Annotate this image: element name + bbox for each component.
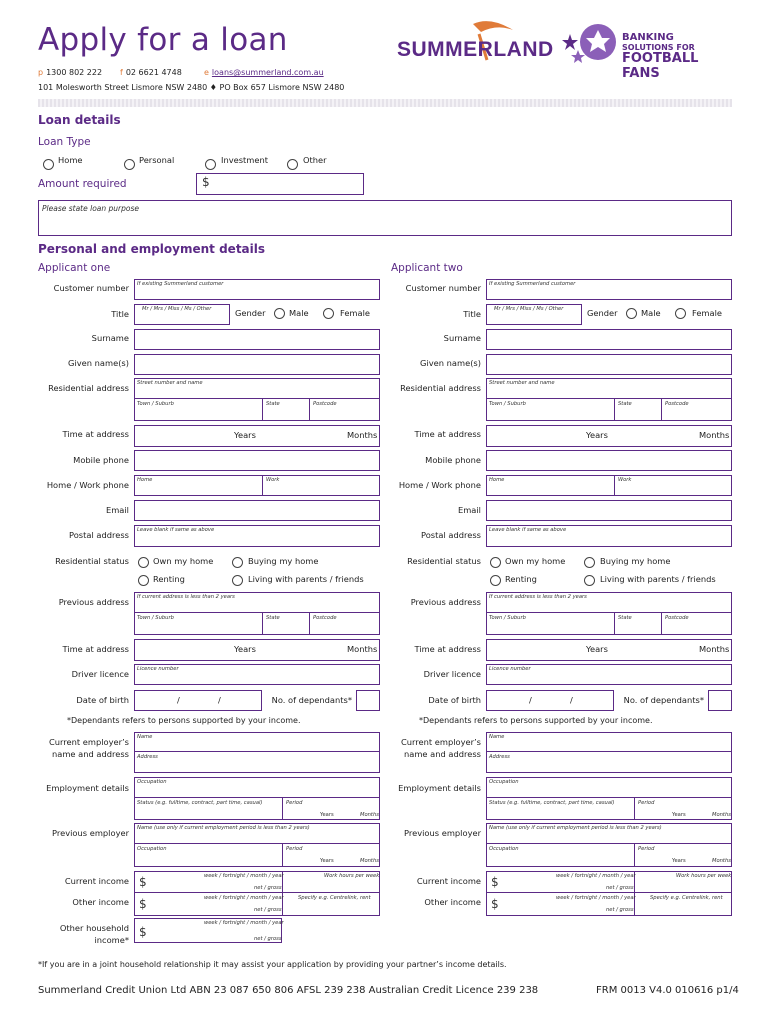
a2-residential-state-hint: State bbox=[618, 401, 632, 407]
a2-occupation-input[interactable] bbox=[486, 777, 732, 798]
a2-current-employer-label-2: name and address bbox=[403, 749, 481, 759]
a2-previous-postcode-divider bbox=[661, 613, 662, 635]
a2-previous-time-label: Time at address bbox=[414, 644, 481, 654]
a2-postal-address-label: Postal address bbox=[421, 530, 481, 540]
a1-period-months-hint: Months bbox=[360, 812, 379, 818]
a1-occupation-input[interactable] bbox=[134, 777, 380, 798]
a1-buying-home-label: Buying my home bbox=[248, 556, 319, 566]
a1-driver-licence-hint: Licence number bbox=[137, 666, 179, 672]
a2-current-employer-label-1: Current employer’s bbox=[400, 737, 481, 747]
a2-employer-address-input[interactable] bbox=[486, 752, 732, 773]
a2-email-input[interactable] bbox=[486, 500, 732, 521]
a2-previous-period-years-hint: Years bbox=[672, 858, 686, 864]
logo-text: SUMMERLAND bbox=[397, 38, 554, 61]
loan-type-investment-radio[interactable] bbox=[205, 159, 216, 170]
a2-residential-status-label: Residential status bbox=[407, 556, 481, 566]
a2-work-phone-divider bbox=[614, 475, 615, 496]
a2-current-income-currency: $ bbox=[491, 875, 499, 889]
a1-time-years-label: Years bbox=[234, 430, 256, 440]
a1-date-of-birth-input[interactable] bbox=[134, 690, 262, 711]
a1-residential-town-hint: Town / Suburb bbox=[137, 401, 174, 407]
a2-residential-postcode-hint: Postcode bbox=[665, 401, 689, 407]
a2-residential-state-divider bbox=[614, 399, 615, 421]
loan-type-home-radio[interactable] bbox=[43, 159, 54, 170]
a2-previous-employer-label: Previous employer bbox=[404, 828, 481, 838]
email-prefix: e bbox=[204, 68, 209, 77]
football-stars-icon bbox=[560, 16, 626, 68]
a1-postal-address-hint: Leave blank if same as above bbox=[137, 527, 215, 533]
a2-buying-home-label: Buying my home bbox=[600, 556, 671, 566]
a1-residential-state-divider bbox=[262, 399, 263, 421]
a1-occupation-hint: Occupation bbox=[137, 779, 167, 785]
loan-type-other-label: Other bbox=[303, 155, 327, 165]
footer-form-code: FRM 0013 V4.0 010616 p1/4 bbox=[596, 985, 739, 996]
a1-employer-name-input[interactable] bbox=[134, 732, 380, 752]
a1-surname-label: Surname bbox=[91, 333, 129, 343]
a1-residential-postcode-hint: Postcode bbox=[313, 401, 337, 407]
a1-current-income-frequency-hint: week / fortnight / month / year bbox=[204, 873, 284, 879]
football-fans-logo bbox=[560, 16, 740, 81]
a2-previous-street-hint: If current address is less than 2 years bbox=[489, 594, 587, 600]
banking-line2: SOLUTIONS FOR bbox=[622, 43, 695, 52]
a2-other-income-net-hint: net / gross bbox=[606, 907, 634, 913]
a2-work-phone-hint: Work bbox=[618, 477, 632, 483]
applicant-one-heading: Applicant one bbox=[38, 262, 111, 274]
a1-status-hint: Status (e.g. fulltime, contract, part time, casual) bbox=[137, 800, 263, 806]
a2-employer-name-hint: Name bbox=[489, 734, 505, 740]
a2-customer-number-label: Customer number bbox=[405, 283, 481, 293]
a1-title-label: Title bbox=[111, 309, 129, 319]
a1-own-home-radio[interactable] bbox=[138, 557, 149, 568]
a2-male-label: Male bbox=[641, 308, 661, 318]
footer-company: Summerland Credit Union Ltd ABN 23 087 650 806 AFSL 239 238 Australian Credit Licence 239 238 bbox=[38, 985, 539, 996]
loan-type-investment-label: Investment bbox=[221, 155, 268, 165]
a2-period-months-hint: Months bbox=[712, 812, 731, 818]
a2-previous-months-label: Months bbox=[699, 644, 730, 654]
a1-residential-state-hint: State bbox=[266, 401, 280, 407]
a1-other-income-net-hint: net / gross bbox=[254, 907, 282, 913]
a2-occupation-hint: Occupation bbox=[489, 779, 519, 785]
a2-previous-postcode-hint: Postcode bbox=[665, 615, 689, 621]
a2-driver-licence-hint: Licence number bbox=[489, 666, 531, 672]
a2-current-income-frequency-hint: week / fortnight / month / year bbox=[556, 873, 636, 879]
a1-time-months-label: Months bbox=[347, 430, 378, 440]
a1-home-work-phone-input[interactable] bbox=[134, 475, 380, 496]
a2-period-hint: Period bbox=[638, 800, 655, 806]
a1-residential-street-hint: Street number and name bbox=[137, 380, 203, 386]
a1-other-income-frequency-hint: week / fortnight / month / year bbox=[204, 895, 284, 901]
loan-purpose-input[interactable] bbox=[38, 200, 732, 236]
a2-renting-label: Renting bbox=[505, 574, 537, 584]
a2-home-phone-hint: Home bbox=[489, 477, 505, 483]
personal-heading: Personal and employment details bbox=[38, 242, 266, 256]
a1-previous-state-hint: State bbox=[266, 615, 280, 621]
a1-male-radio[interactable] bbox=[274, 308, 285, 319]
a1-previous-months-label: Months bbox=[347, 644, 378, 654]
a2-residential-postcode-divider bbox=[661, 399, 662, 421]
a1-household-income-label-1: Other household bbox=[59, 923, 129, 933]
a1-previous-occupation-input[interactable] bbox=[134, 844, 380, 867]
a1-previous-period-divider bbox=[282, 844, 283, 867]
a1-email-label: Email bbox=[105, 505, 129, 515]
applicant-two-heading: Applicant two bbox=[391, 262, 463, 274]
a1-previous-state-divider bbox=[262, 613, 263, 635]
a2-residential-street-hint: Street number and name bbox=[489, 380, 555, 386]
a2-previous-address-label: Previous address bbox=[410, 597, 481, 607]
footnote: *If you are in a joint household relationship it may assist your application by providing your partner’s income details. bbox=[38, 960, 507, 969]
a1-previous-period-months-hint: Months bbox=[360, 858, 379, 864]
a1-previous-years-label: Years bbox=[234, 644, 256, 654]
a2-dependants-input[interactable] bbox=[708, 690, 732, 711]
a1-other-income-label: Other income bbox=[72, 897, 129, 907]
phone-line bbox=[38, 68, 102, 77]
a1-previous-postcode-divider bbox=[309, 613, 310, 635]
a1-employer-address-input[interactable] bbox=[134, 752, 380, 773]
a2-previous-period-divider bbox=[634, 844, 635, 867]
loan-type-other-radio[interactable] bbox=[287, 159, 298, 170]
fax: 02 6621 4748 bbox=[125, 68, 182, 77]
a2-previous-state-divider bbox=[614, 613, 615, 635]
loan-details-heading: Loan details bbox=[38, 113, 121, 127]
a2-time-at-address-input[interactable] bbox=[486, 425, 732, 447]
a2-surname-input[interactable] bbox=[486, 329, 732, 350]
a1-household-net-hint: net / gross bbox=[254, 936, 282, 942]
a1-period-hint: Period bbox=[286, 800, 303, 806]
a1-title-hint: Mr / Mrs / Miss / Ms / Other bbox=[142, 306, 212, 312]
a2-dependants-label: No. of dependants* bbox=[623, 695, 704, 705]
a2-surname-label: Surname bbox=[443, 333, 481, 343]
a1-previous-street-hint: If current address is less than 2 years bbox=[137, 594, 235, 600]
a1-current-income-net-hint: net / gross bbox=[254, 885, 282, 891]
loan-type-label: Loan Type bbox=[38, 136, 91, 148]
a1-renting-radio[interactable] bbox=[138, 575, 149, 586]
amount-label: Amount required bbox=[38, 178, 127, 190]
a2-employer-address-hint: Address bbox=[489, 754, 510, 760]
a1-work-phone-divider bbox=[262, 475, 263, 496]
a1-dob-slash-1: / bbox=[177, 695, 180, 705]
a1-female-radio[interactable] bbox=[323, 308, 334, 319]
a1-given-names-input[interactable] bbox=[134, 354, 380, 375]
a2-home-work-phone-input[interactable] bbox=[486, 475, 732, 496]
email-link[interactable]: loans@summerland.com.au bbox=[211, 68, 324, 77]
a1-customer-number-label: Customer number bbox=[53, 283, 129, 293]
a1-residential-address-label: Residential address bbox=[48, 383, 129, 393]
a2-given-names-label: Given name(s) bbox=[420, 358, 481, 368]
a1-dependants-input[interactable] bbox=[356, 690, 380, 711]
a1-previous-employer-hint: Name (use only if current employment period is less than 2 years) bbox=[137, 825, 310, 831]
a1-customer-number-hint: If existing Summerland customer bbox=[137, 281, 224, 287]
a1-driver-licence-label: Driver licence bbox=[71, 669, 129, 679]
header-divider bbox=[38, 99, 732, 107]
a2-date-of-birth-label: Date of birth bbox=[428, 695, 481, 705]
loan-purpose-hint: Please state loan purpose bbox=[42, 204, 139, 213]
a2-previous-period-hint: Period bbox=[638, 846, 655, 852]
a2-previous-town-hint: Town / Suburb bbox=[489, 615, 526, 621]
a1-given-names-label: Given name(s) bbox=[68, 358, 129, 368]
a2-previous-occupation-input[interactable] bbox=[486, 844, 732, 867]
a1-employment-details-label: Employment details bbox=[46, 783, 129, 793]
a1-period-divider bbox=[282, 798, 283, 820]
a2-previous-state-hint: State bbox=[618, 615, 632, 621]
a2-dependants-note: *Dependants refers to persons supported by your income. bbox=[419, 716, 653, 725]
a2-gender-label: Gender bbox=[587, 308, 618, 318]
a2-residential-address-label: Residential address bbox=[400, 383, 481, 393]
a1-living-parents-radio[interactable] bbox=[232, 575, 243, 586]
a1-buying-home-radio[interactable] bbox=[232, 557, 243, 568]
a2-buying-home-radio[interactable] bbox=[584, 557, 595, 568]
a2-own-home-label: Own my home bbox=[505, 556, 566, 566]
a2-title-label: Title bbox=[463, 309, 481, 319]
a1-dob-slash-2: / bbox=[218, 695, 221, 705]
a1-previous-period-years-hint: Years bbox=[320, 858, 334, 864]
a1-email-input[interactable] bbox=[134, 500, 380, 521]
a1-mobile-phone-label: Mobile phone bbox=[73, 455, 129, 465]
amount-input[interactable] bbox=[196, 173, 364, 195]
a1-household-income-currency: $ bbox=[139, 925, 147, 939]
a2-male-radio[interactable] bbox=[626, 308, 637, 319]
a2-previous-years-label: Years bbox=[586, 644, 608, 654]
a1-renting-label: Renting bbox=[153, 574, 185, 584]
banking-line1: BANKING bbox=[622, 32, 674, 43]
a1-own-home-label: Own my home bbox=[153, 556, 214, 566]
a2-other-income-frequency-hint: week / fortnight / month / year bbox=[556, 895, 636, 901]
a1-work-phone-hint: Work bbox=[266, 477, 280, 483]
banking-line3: FOOTBALL FANS bbox=[622, 51, 699, 81]
a2-time-years-label: Years bbox=[586, 430, 608, 440]
a2-employer-name-input[interactable] bbox=[486, 732, 732, 752]
a1-female-label: Female bbox=[340, 308, 370, 318]
a2-status-hint: Status (e.g. fulltime, contract, part time, casual) bbox=[489, 800, 615, 806]
a1-current-income-currency: $ bbox=[139, 875, 147, 889]
a1-previous-postcode-hint: Postcode bbox=[313, 615, 337, 621]
a2-living-parents-label: Living with parents / friends bbox=[600, 574, 716, 584]
a1-current-employer-label-1: Current employer’s bbox=[48, 737, 129, 747]
a2-period-divider bbox=[634, 798, 635, 820]
a1-gender-label: Gender bbox=[235, 308, 266, 318]
a1-previous-address-label: Previous address bbox=[58, 597, 129, 607]
a2-previous-employer-hint: Name (use only if current employment period is less than 2 years) bbox=[489, 825, 662, 831]
a1-current-income-label: Current income bbox=[64, 876, 129, 886]
a2-own-home-radio[interactable] bbox=[490, 557, 501, 568]
a1-previous-town-hint: Town / Suburb bbox=[137, 615, 174, 621]
a2-period-years-hint: Years bbox=[672, 812, 686, 818]
a1-surname-input[interactable] bbox=[134, 329, 380, 350]
a1-current-employer-label-2: name and address bbox=[51, 749, 129, 759]
a1-mobile-phone-input[interactable] bbox=[134, 450, 380, 471]
email-line bbox=[204, 68, 324, 77]
a1-previous-employer-label: Previous employer bbox=[52, 828, 129, 838]
loan-type-personal-label: Personal bbox=[139, 155, 175, 165]
a1-period-years-hint: Years bbox=[320, 812, 334, 818]
phone-prefix: p bbox=[38, 68, 44, 77]
a2-date-of-birth-input[interactable] bbox=[486, 690, 614, 711]
fax-prefix: f bbox=[120, 68, 123, 77]
a1-current-income-hours-hint: Work hours per week bbox=[324, 873, 380, 879]
loan-type-personal-radio[interactable] bbox=[124, 159, 135, 170]
a2-female-radio[interactable] bbox=[675, 308, 686, 319]
phone: 1300 802 222 bbox=[46, 68, 103, 77]
a1-living-parents-label: Living with parents / friends bbox=[248, 574, 364, 584]
fax-line bbox=[120, 68, 182, 77]
a2-other-income-label: Other income bbox=[424, 897, 481, 907]
a1-other-income-specify-hint: Specify e.g. Centrelink, rent bbox=[298, 895, 371, 901]
a2-previous-occupation-hint: Occupation bbox=[489, 846, 519, 852]
a1-residential-status-label: Residential status bbox=[55, 556, 129, 566]
a1-employer-name-hint: Name bbox=[137, 734, 153, 740]
a1-household-frequency-hint: week / fortnight / month / year bbox=[204, 920, 284, 926]
a2-renting-radio[interactable] bbox=[490, 575, 501, 586]
a1-household-income-label-2: income* bbox=[94, 935, 129, 945]
a2-time-at-address-label: Time at address bbox=[414, 429, 481, 439]
a2-previous-time-input[interactable] bbox=[486, 639, 732, 661]
a2-residential-town-hint: Town / Suburb bbox=[489, 401, 526, 407]
a1-time-at-address-input[interactable] bbox=[134, 425, 380, 447]
a2-previous-period-months-hint: Months bbox=[712, 858, 731, 864]
a1-previous-occupation-hint: Occupation bbox=[137, 846, 167, 852]
a2-other-income-currency: $ bbox=[491, 897, 499, 911]
a1-date-of-birth-label: Date of birth bbox=[76, 695, 129, 705]
a2-dob-slash-2: / bbox=[570, 695, 573, 705]
summerland-logo bbox=[395, 14, 554, 74]
a2-postal-address-hint: Leave blank if same as above bbox=[489, 527, 567, 533]
a2-customer-number-hint: If existing Summerland customer bbox=[489, 281, 576, 287]
postal-address: 101 Molesworth Street Lismore NSW 2480 ♦ PO Box 657 Lismore NSW 2480 bbox=[38, 83, 345, 92]
a1-home-phone-hint: Home bbox=[137, 477, 153, 483]
a2-given-names-input[interactable] bbox=[486, 354, 732, 375]
loan-type-home-label: Home bbox=[58, 155, 83, 165]
amount-currency: $ bbox=[202, 175, 210, 189]
a2-female-label: Female bbox=[692, 308, 722, 318]
a2-current-income-hours-hint: Work hours per week bbox=[676, 873, 732, 879]
a2-current-income-label: Current income bbox=[416, 876, 481, 886]
a2-mobile-phone-label: Mobile phone bbox=[425, 455, 481, 465]
a1-other-income-currency: $ bbox=[139, 897, 147, 911]
a1-postal-address-label: Postal address bbox=[69, 530, 129, 540]
a1-previous-time-input[interactable] bbox=[134, 639, 380, 661]
a1-male-label: Male bbox=[289, 308, 309, 318]
a2-time-months-label: Months bbox=[699, 430, 730, 440]
a1-previous-period-hint: Period bbox=[286, 846, 303, 852]
a2-title-hint: Mr / Mrs / Miss / Ms / Other bbox=[494, 306, 564, 312]
a2-dob-slash-1: / bbox=[529, 695, 532, 705]
a2-driver-licence-label: Driver licence bbox=[423, 669, 481, 679]
a1-previous-time-label: Time at address bbox=[62, 644, 129, 654]
a1-home-work-phone-label: Home / Work phone bbox=[46, 480, 129, 490]
a1-time-at-address-label: Time at address bbox=[62, 429, 129, 439]
page-title: Apply for a loan bbox=[38, 22, 288, 58]
a2-living-parents-radio[interactable] bbox=[584, 575, 595, 586]
a2-email-label: Email bbox=[457, 505, 481, 515]
a1-residential-postcode-divider bbox=[309, 399, 310, 421]
a1-employer-address-hint: Address bbox=[137, 754, 158, 760]
a2-other-income-specify-hint: Specify e.g. Centrelink, rent bbox=[650, 895, 723, 901]
a1-dependants-note: *Dependants refers to persons supported by your income. bbox=[67, 716, 301, 725]
a2-employment-details-label: Employment details bbox=[398, 783, 481, 793]
a1-dependants-label: No. of dependants* bbox=[271, 695, 352, 705]
a2-home-work-phone-label: Home / Work phone bbox=[398, 480, 481, 490]
a2-current-income-net-hint: net / gross bbox=[606, 885, 634, 891]
a2-mobile-phone-input[interactable] bbox=[486, 450, 732, 471]
